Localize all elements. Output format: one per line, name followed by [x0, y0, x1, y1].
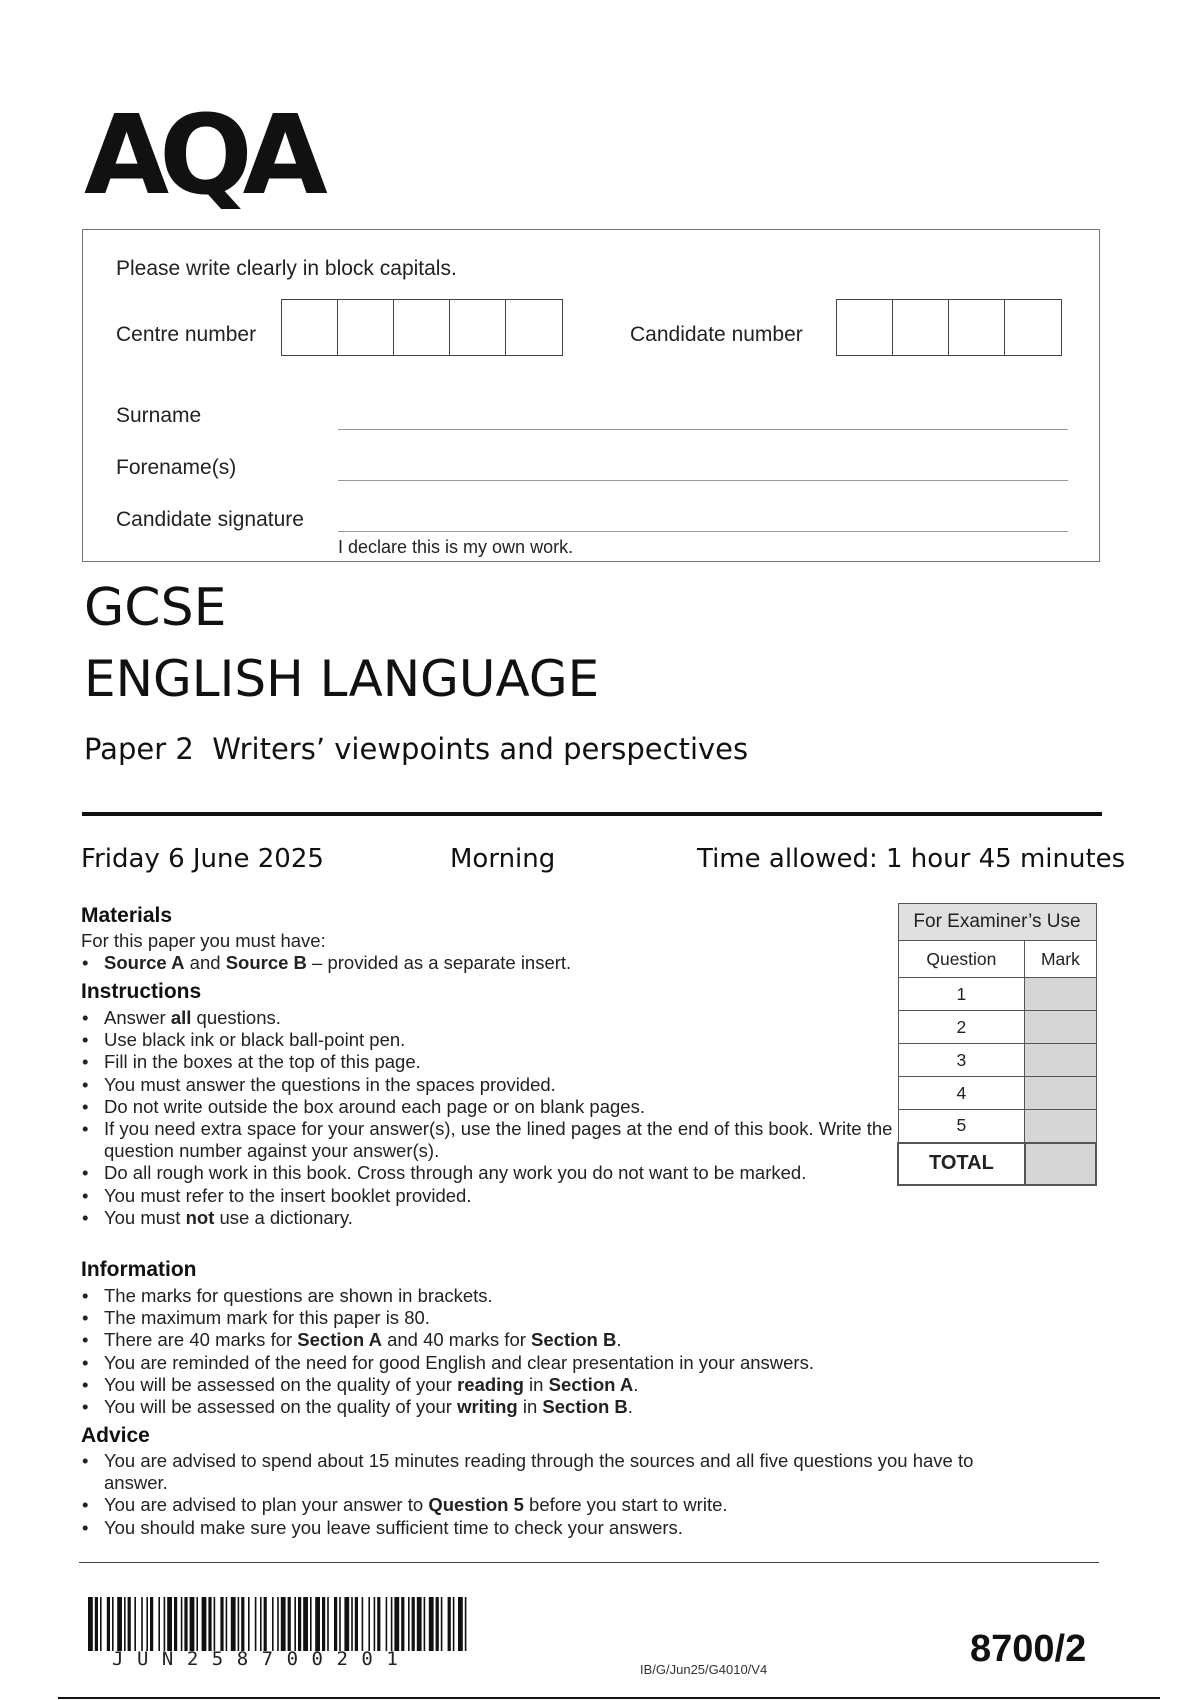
- centre-number-label: Centre number: [116, 323, 257, 346]
- information-heading: Information: [81, 1258, 197, 1281]
- list-item: • There are 40 marks for Section A and 40 marks for Section B.: [81, 1329, 901, 1351]
- list-item: • You must not use a dictionary.: [81, 1207, 901, 1229]
- list-item: • You must answer the questions in the spaces provided.: [81, 1074, 901, 1096]
- list-item: • You should make sure you leave sufficient time to check your answers.: [81, 1517, 1001, 1539]
- mark-cell: [1025, 1011, 1096, 1044]
- list-item: • You must refer to the insert booklet provided.: [81, 1185, 901, 1207]
- candidate-number-digit[interactable]: [837, 300, 893, 355]
- mark-cell: [1025, 1110, 1096, 1143]
- aqa-logo: AQA: [84, 91, 318, 219]
- centre-number-digit[interactable]: [394, 300, 450, 355]
- question-number: 1: [898, 978, 1025, 1011]
- document-reference-code: IB/G/Jun25/G4010/V4: [640, 1662, 768, 1677]
- advice-list: [81, 1450, 1001, 1539]
- declaration-text: I declare this is my own work.: [338, 537, 574, 557]
- footer-divider: [79, 1562, 1099, 1563]
- centre-number-digit[interactable]: [506, 300, 562, 355]
- exam-date: Friday 6 June 2025: [81, 844, 324, 874]
- materials-heading: Materials: [81, 904, 173, 927]
- list-item: • You will be assessed on the quality of your reading in Section A.: [81, 1374, 901, 1396]
- signature-field[interactable]: [338, 531, 1068, 532]
- table-row: [898, 978, 1096, 1011]
- forename-field[interactable]: [338, 480, 1068, 481]
- question-number: 5: [898, 1110, 1025, 1143]
- list-item: • You are advised to spend about 15 minutes reading through the sources and all five questions you have to answer.: [81, 1450, 1001, 1494]
- barcode-number: JUN258700201: [112, 1648, 412, 1670]
- centre-number-digit[interactable]: [282, 300, 338, 355]
- information-list: [81, 1285, 901, 1418]
- centre-number-boxes[interactable]: [281, 299, 563, 356]
- mark-column-header: Mark: [1025, 941, 1096, 978]
- mark-cell: [1025, 1044, 1096, 1077]
- surname-field[interactable]: [338, 429, 1068, 430]
- question-column-header: Question: [898, 941, 1025, 978]
- mark-cell: [1025, 1077, 1096, 1110]
- candidate-number-digit[interactable]: [893, 300, 949, 355]
- instructions-heading: Instructions: [81, 980, 202, 1003]
- materials-list: [81, 952, 901, 974]
- total-label: TOTAL: [898, 1143, 1025, 1185]
- list-item: • Fill in the boxes at the top of this page.: [81, 1051, 901, 1073]
- list-item: • The maximum mark for this paper is 80.: [81, 1307, 901, 1329]
- forename-label: Forename(s): [116, 456, 237, 479]
- list-item: • The marks for questions are shown in brackets.: [81, 1285, 901, 1307]
- paper-code: 8700/2: [970, 1628, 1087, 1670]
- signature-label: Candidate signature: [116, 508, 304, 531]
- list-item: • Answer all questions.: [81, 1007, 901, 1029]
- table-row: [898, 1044, 1096, 1077]
- candidate-number-digit[interactable]: [1005, 300, 1061, 355]
- instructions-list: [81, 1007, 901, 1229]
- question-number: 2: [898, 1011, 1025, 1044]
- table-row: [898, 1011, 1096, 1044]
- time-allowed: Time allowed: 1 hour 45 minutes: [697, 844, 1126, 874]
- list-item: • You are advised to plan your answer to Question 5 before you start to write.: [81, 1494, 1001, 1516]
- advice-heading: Advice: [81, 1424, 150, 1447]
- table-row: [898, 1110, 1096, 1143]
- question-number: 4: [898, 1077, 1025, 1110]
- title-divider: [82, 812, 1102, 816]
- surname-label: Surname: [116, 404, 202, 427]
- list-item: • You will be assessed on the quality of your writing in Section B.: [81, 1396, 901, 1418]
- page-bottom-rule: [58, 1697, 1160, 1699]
- qualification-title: GCSE: [84, 578, 227, 638]
- list-item: • Use black ink or black ball-point pen.: [81, 1029, 901, 1051]
- barcode-image: [88, 1597, 468, 1651]
- examiner-use-heading: For Examiner’s Use: [898, 904, 1096, 941]
- list-item: • Do all rough work in this book. Cross through any work you do not want to be marked.: [81, 1162, 901, 1184]
- block-capitals-instruction: Please write clearly in block capitals.: [116, 257, 457, 280]
- list-item: • Do not write outside the box around each page or on blank pages.: [81, 1096, 901, 1118]
- paper-title: Paper 2 Writers’ viewpoints and perspectives: [84, 732, 749, 766]
- exam-session: Morning: [450, 844, 556, 874]
- examiner-use-table: [897, 903, 1097, 1186]
- materials-intro: For this paper you must have:: [81, 930, 326, 951]
- list-item: • You are reminded of the need for good English and clear presentation in your answers.: [81, 1352, 901, 1374]
- list-item: • If you need extra space for your answer(s), use the lined pages at the end of this book. Write the question number against your answer(s).: [81, 1118, 901, 1162]
- subject-title: ENGLISH LANGUAGE: [84, 650, 600, 708]
- list-item: • Source A and Source B – provided as a separate insert.: [81, 952, 901, 974]
- mark-cell: [1025, 978, 1096, 1011]
- candidate-number-digit[interactable]: [949, 300, 1005, 355]
- candidate-number-label: Candidate number: [630, 323, 803, 346]
- table-row: [898, 1077, 1096, 1110]
- centre-number-digit[interactable]: [338, 300, 394, 355]
- candidate-number-boxes[interactable]: [836, 299, 1062, 356]
- centre-number-digit[interactable]: [450, 300, 506, 355]
- question-number: 3: [898, 1044, 1025, 1077]
- total-mark-cell: [1025, 1143, 1096, 1185]
